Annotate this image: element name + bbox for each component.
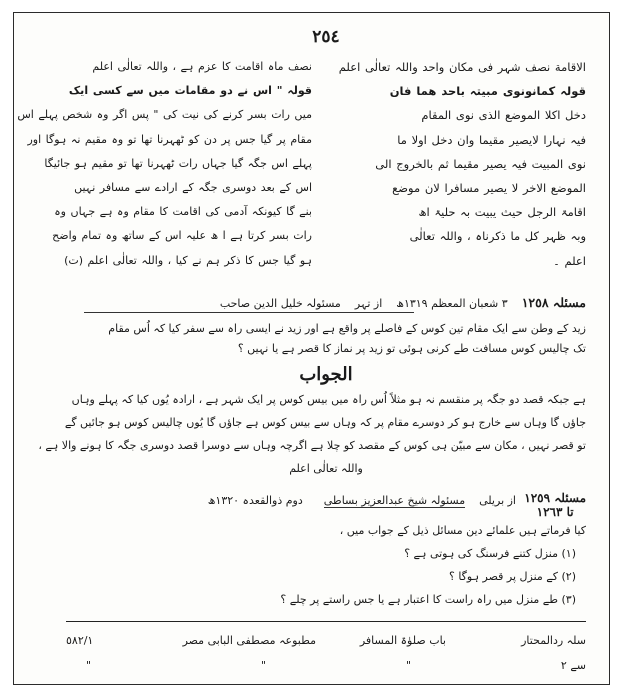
question-2 <box>66 519 586 611</box>
right-line: اقامۃ الرجل حیث یبیت بہ حلیۃ اھ <box>418 205 586 220</box>
footnote-1-page: ٥٨٢/١ <box>66 634 94 647</box>
left-column-urdu <box>17 55 312 287</box>
right-column-arabic <box>340 55 586 287</box>
left-line: رات بسر کرتا ہے ا ھ علیہ اس کے ساتھ وہ تمام واضح <box>52 229 312 243</box>
footnote-1-publisher: مطبوعہ مصطفی البابی مصر <box>182 634 316 647</box>
answer-heading: الجواب <box>299 364 353 385</box>
left-line: اس کے بعد دوسری جگہ کے ارادے سے مسافر نہیں <box>74 181 312 195</box>
masala-2-place: از بریلی <box>479 494 516 507</box>
page-frame <box>13 12 610 685</box>
masala-2-details <box>208 494 516 507</box>
left-line: نصف ماہ اقامت کا عزم ہے ، واللہ تعالٰی اعلم <box>92 60 312 73</box>
right-line: فیہ نہارا لایصیر مقیما وان دخل اولا ما <box>397 132 586 147</box>
right-line: اعلم ۔ <box>553 253 586 268</box>
left-line: قولہ " اس نے دو مقامات میں سے کسی ایک <box>68 84 312 98</box>
question-1 <box>66 319 586 359</box>
right-line: قولہ کمانونوی مبیتہ باحد ھما فان <box>389 84 586 99</box>
answer-line: تو قصر نہیں ، مکان سے مبیّن ہی کوس کے مقصد کو چلا ہے اگرچہ وہاں سے دوسرا قصد دوسری جگہ کا ہونے والا ہے ، <box>38 439 586 452</box>
masala-2-number-bottom: تا ١٢٦٣ <box>536 505 574 519</box>
masala-2-number <box>524 491 586 519</box>
masala-1-header <box>66 295 586 315</box>
left-line: مقام پر گیا جس پر دن کو ٹھہرنا تھا تو وہ مقیم نہ ہوگا اور <box>27 132 312 146</box>
left-line: بنے گا کیونکہ آدمی کی اقامت کا مقام وہ ہے جہاں وہ <box>54 205 312 219</box>
answer-line: واللہ تعالٰی اعلم <box>289 462 363 475</box>
masala-2-asker: مسئولہ شیخ عبدالعزیز بساطی <box>323 494 466 507</box>
question-1-line: زید کے وطن سے ایک مقام تین کوس کے فاصلے پر واقع ہے اور زید نے ایسی راہ سے سفر کیا کہ اُس مقام <box>108 322 586 335</box>
left-line: ہو گیا جس کا ذکر ہم نے کیا ، واللہ تعالٰی اعلم (ت) <box>64 253 312 267</box>
page-content <box>17 27 586 675</box>
footnote-1-chapter: باب صلوٰۃ المسافر <box>359 634 446 647</box>
right-line: وبہ ظہر کل ما ذکرناہ ، واللہ تعالٰی <box>409 229 586 244</box>
masala-1-underline <box>84 312 414 313</box>
left-line: میں رات بسر کرنے کی نیت کی " پس اگر وہ شخص پہلے اس <box>17 108 312 122</box>
answer-1 <box>38 388 586 480</box>
question-2-item: (٣) طے منزل میں راہ راست کا اعتبار ہے یا جس راستے پر چلے ؟ <box>280 593 576 606</box>
page-number: ٢٥٤ <box>312 27 340 47</box>
two-column-text <box>17 55 586 287</box>
right-line: دخل اکلا الموضع الذی نوی المقام <box>421 108 586 123</box>
masala-1-number: مسئلہ ١٢٥٨ <box>521 295 586 310</box>
question-1-line: تک چالیس کوس مسافت طے کرنی ہوئی تو زید پر نماز کا قصر ہے یا نہیں ؟ <box>237 342 586 355</box>
right-line: الاقامة نصف شہر فی مکان واحد واللہ تعالٰی اعلم <box>338 60 586 74</box>
answer-line: جاؤں گا وہاں سے خارج ہو کر دوسرے مقام پر کہ وہاں سے بیس کوس ہے جاؤں گا یُوں چالیس کوس ہو جائیں گے <box>64 416 586 429</box>
footnote-2-ditto: " <box>260 659 266 672</box>
footnote-2-ref: سے ٢ <box>560 659 586 672</box>
footnote-1-ref: سلہ ردالمحتار <box>521 634 586 647</box>
masala-1-date: ٣ شعبان المعظم ١٣١٩ھ <box>396 297 508 310</box>
masala-1-place: از تہر <box>354 297 383 310</box>
right-line: نوی المبیت فیہ یصیر مقیما ثم بالخروج الی <box>375 156 586 171</box>
question-2-item: (١) منزل کتنے فرسنگ کی ہوتی ہے ؟ <box>404 547 576 560</box>
masala-1-asker: مسئولہ خلیل الدین صاحب <box>219 297 341 310</box>
left-line: پہلے اس جگہ گیا جہاں رات ٹھہرنا تھا تو مقیم ہو جائیگا <box>44 156 312 170</box>
footnote-1 <box>66 634 586 652</box>
masala-2-date: دوم ذوالقعدہ ١٣٢٠ھ <box>207 494 303 507</box>
footnote-divider <box>66 621 586 622</box>
answer-line: ہے جبکہ قصد دو جگہ پر منقسم نہ ہو مثلاً اُس راہ میں بیس کوس پر ایک شہر ہے ، ارادہ یُوں کیا کہ پہلے وہاں <box>71 393 586 406</box>
footnote-2 <box>66 659 586 675</box>
footnote-2-ditto: " <box>86 659 92 672</box>
right-line: الموضع الاخر لا یصیر مسافرا لان موضع <box>392 181 586 196</box>
masala-2-number-top: مسئلہ ١٢٥٩ <box>524 491 586 505</box>
footnote-2-ditto: " <box>405 659 411 672</box>
question-2-item: (٢) کے منزل پر قصر ہوگا ؟ <box>449 570 576 583</box>
question-2-intro: کیا فرماتے ہیں علمائے دین مسائل ذیل کے جواب میں ، <box>339 524 586 537</box>
